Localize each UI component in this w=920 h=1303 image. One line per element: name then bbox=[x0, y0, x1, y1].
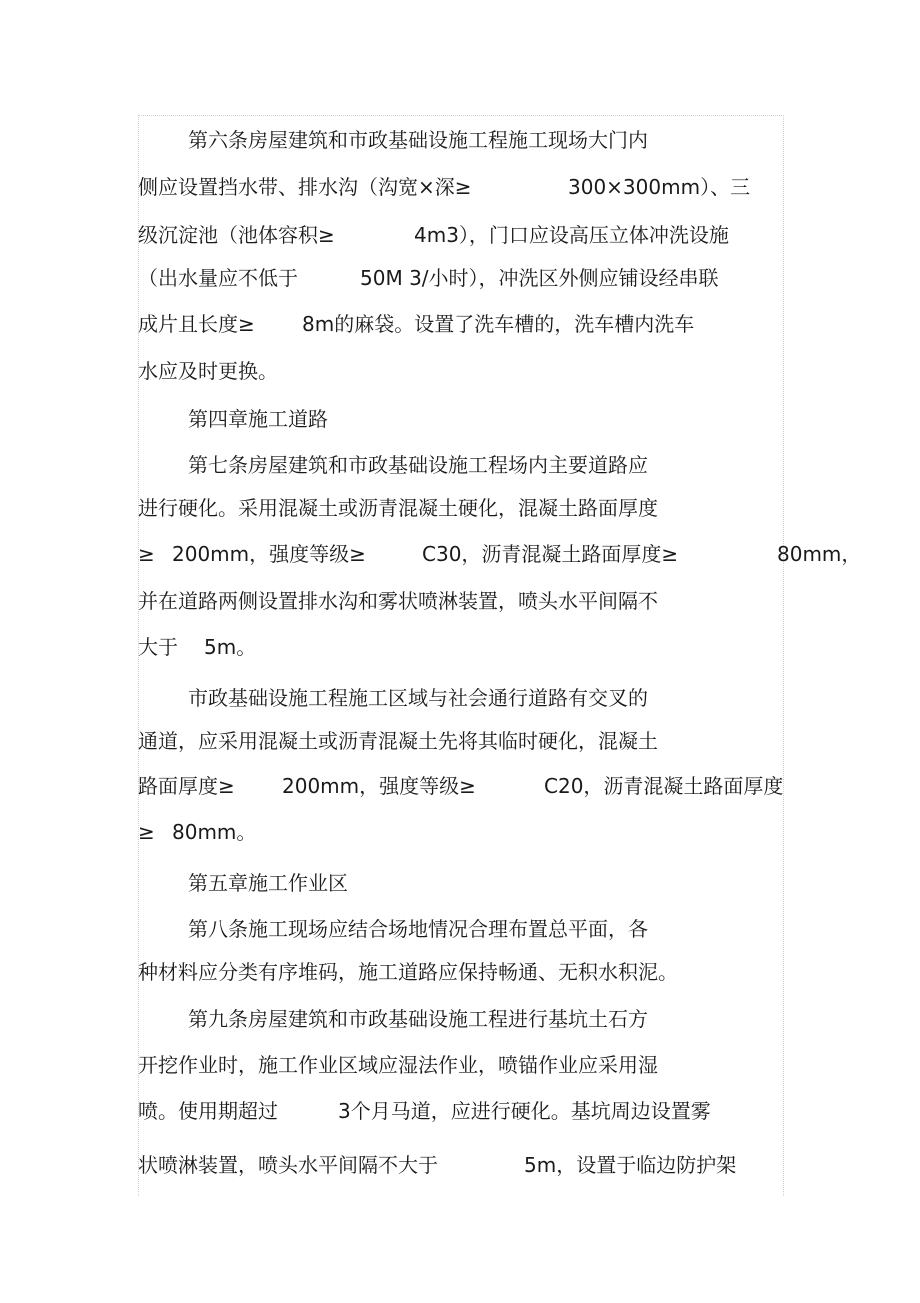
text-segment: 成片且长度≥ bbox=[138, 312, 255, 336]
text-segment: 侧应设置挡水带、排水沟（沟宽×深≥ bbox=[138, 175, 472, 199]
text-segment: ≥ bbox=[138, 542, 155, 566]
text-segment: 大于 bbox=[138, 635, 178, 659]
text-segment: 8m的麻袋。设置了洗车槽的，洗车槽内洗车 bbox=[302, 312, 695, 336]
text-segment: 200mm，强度等级≥ bbox=[172, 542, 366, 566]
text-segment: 300×300mm）、三 bbox=[568, 175, 751, 199]
text-segment: 第五章施工作业区 bbox=[188, 871, 348, 895]
text-segment: 80mm。 bbox=[172, 820, 257, 844]
text-segment: C30，沥青混凝土路面厚度≥ bbox=[422, 542, 679, 566]
text-segment: 通道，应采用混凝土或沥青混凝土先将其临时硬化，混凝土 bbox=[138, 729, 658, 753]
text-segment: 第八条施工现场应结合场地情况合理布置总平面，各 bbox=[188, 917, 648, 941]
text-segment: 级沉淀池（池体容积≥ bbox=[138, 223, 335, 247]
text-segment: 喷。使用期超过 bbox=[138, 1099, 278, 1123]
text-segment: 5m。 bbox=[204, 635, 257, 659]
text-segment: 状喷淋装置，喷头水平间隔不大于 bbox=[138, 1153, 438, 1177]
text-segment: 水应及时更换。 bbox=[138, 359, 278, 383]
text-segment: 50M 3/小时），冲洗区外侧应铺设经串联 bbox=[360, 266, 719, 290]
text-segment: 5m，设置于临边防护架 bbox=[524, 1153, 737, 1177]
text-segment: 种材料应分类有序堆码，施工道路应保持畅通、无积水积泥。 bbox=[138, 960, 678, 984]
text-segment: 第六条房屋建筑和市政基础设施工程施工现场大门内 bbox=[188, 128, 648, 152]
text-segment: 市政基础设施工程施工区域与社会通行道路有交叉的 bbox=[188, 686, 648, 710]
text-segment: 路面厚度≥ bbox=[138, 774, 235, 798]
text-segment: 第九条房屋建筑和市政基础设施工程进行基坑土石方 bbox=[188, 1007, 648, 1031]
text-segment: （出水量应不低于 bbox=[138, 266, 298, 290]
text-segment: 80mm， bbox=[777, 542, 862, 566]
text-segment: 3个月马道，应进行硬化。基坑周边设置雾 bbox=[338, 1099, 711, 1123]
text-segment: C20，沥青混凝土路面厚度 bbox=[544, 774, 784, 798]
text-segment: 第四章施工道路 bbox=[188, 407, 328, 431]
text-segment: 4m3），门口应设高压立体冲洗设施 bbox=[414, 223, 729, 247]
text-segment: 200mm，强度等级≥ bbox=[282, 774, 476, 798]
text-segment: ≥ bbox=[138, 820, 155, 844]
text-segment: 第七条房屋建筑和市政基础设施工程场内主要道路应 bbox=[188, 453, 648, 477]
text-segment: 并在道路两侧设置排水沟和雾状喷淋装置，喷头水平间隔不 bbox=[138, 589, 658, 613]
text-segment: 开挖作业时，施工作业区域应湿法作业，喷锚作业应采用湿 bbox=[138, 1053, 658, 1077]
text-segment: 进行硬化。采用混凝土或沥青混凝土硬化，混凝土路面厚度 bbox=[138, 496, 658, 520]
